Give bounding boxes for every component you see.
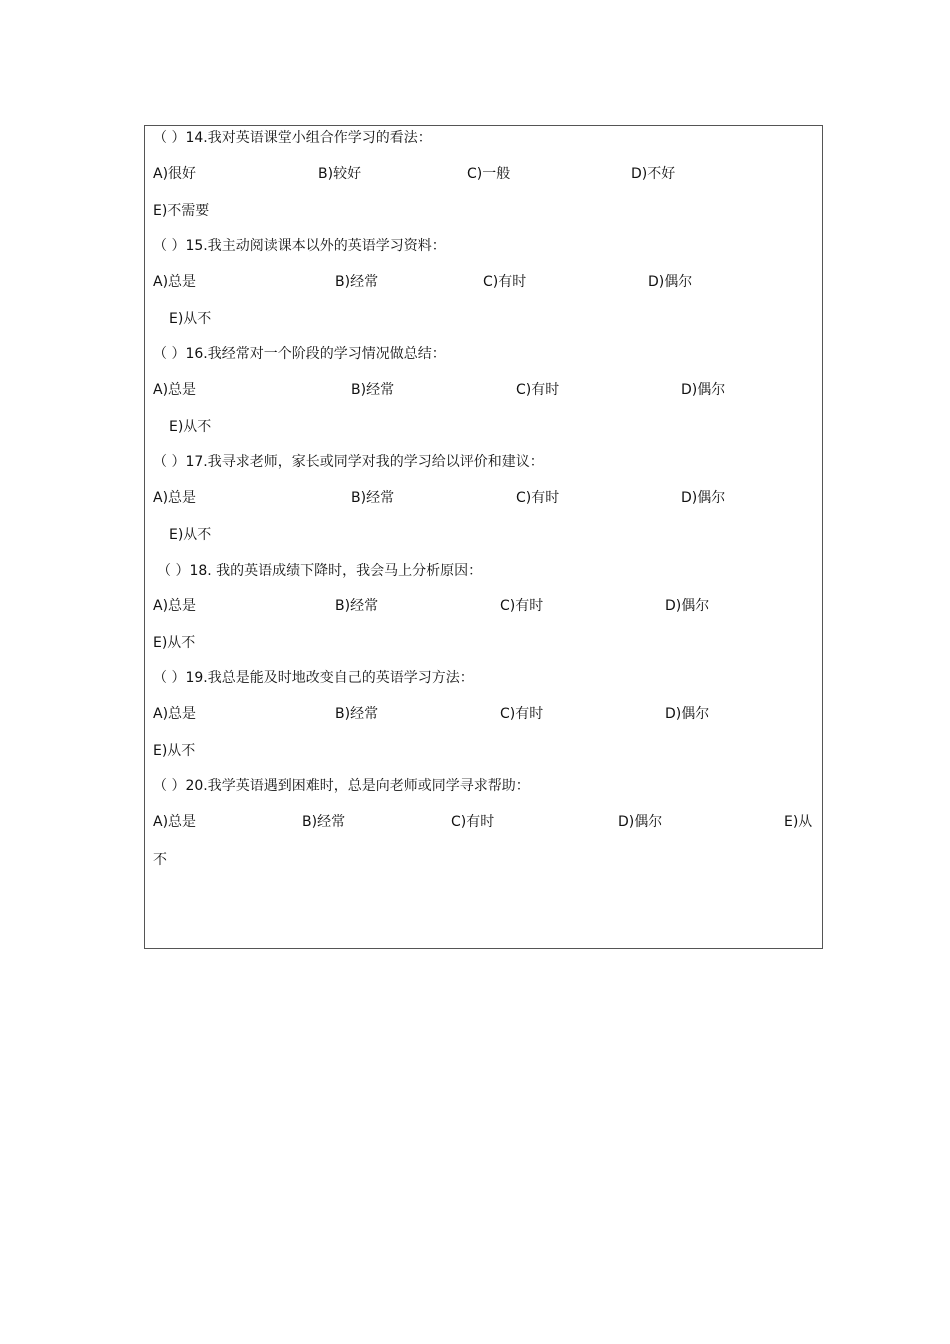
q15-option-c: C)有时 <box>483 274 527 290</box>
q15-option-a: A)总是 <box>153 274 197 290</box>
question-16-prompt: （ ）16.我经常对一个阶段的学习情况做总结： <box>153 346 446 362</box>
q20-option-e-wrap: 不 <box>153 852 167 868</box>
q18-option-e: E)从不 <box>153 635 196 651</box>
q17-option-d: D)偶尔 <box>681 490 726 506</box>
q18-option-a: A)总是 <box>153 598 197 614</box>
q17-option-c: C)有时 <box>516 490 560 506</box>
question-19-prompt: （ ）19.我总是能及时地改变自己的英语学习方法： <box>153 670 474 686</box>
q19-option-b: B)经常 <box>335 706 379 722</box>
q16-option-c: C)有时 <box>516 382 560 398</box>
q16-option-b: B)经常 <box>351 382 395 398</box>
q19-option-c: C)有时 <box>500 706 544 722</box>
q19-option-d: D)偶尔 <box>665 706 710 722</box>
q14-option-d: D)不好 <box>631 166 676 182</box>
q18-option-c: C)有时 <box>500 598 544 614</box>
q16-option-d: D)偶尔 <box>681 382 726 398</box>
q20-option-d: D)偶尔 <box>618 814 663 830</box>
q15-option-b: B)经常 <box>335 274 379 290</box>
q14-option-e: E)不需要 <box>153 203 210 219</box>
question-18-prompt: （ ）18. 我的英语成绩下降时，我会马上分析原因： <box>157 563 483 579</box>
question-20-prompt: （ ）20.我学英语遇到困难时，总是向老师或同学寻求帮助： <box>153 778 530 794</box>
q15-option-d: D)偶尔 <box>648 274 693 290</box>
q14-option-b: B)较好 <box>318 166 362 182</box>
q20-option-e: E)从 <box>784 814 813 830</box>
question-17-prompt: （ ）17.我寻求老师，家长或同学对我的学习给以评价和建议： <box>153 454 544 470</box>
q20-option-a: A)总是 <box>153 814 197 830</box>
q17-option-e: E)从不 <box>169 527 212 543</box>
question-15-prompt: （ ）15.我主动阅读课本以外的英语学习资料： <box>153 238 446 254</box>
q17-option-a: A)总是 <box>153 490 197 506</box>
q18-option-b: B)经常 <box>335 598 379 614</box>
q14-option-a: A)很好 <box>153 166 197 182</box>
q16-option-a: A)总是 <box>153 382 197 398</box>
q17-option-b: B)经常 <box>351 490 395 506</box>
q19-option-e: E)从不 <box>153 743 196 759</box>
q14-option-c: C)一般 <box>467 166 511 182</box>
q15-option-e: E)从不 <box>169 311 212 327</box>
q20-option-c: C)有时 <box>451 814 495 830</box>
q20-option-b: B)经常 <box>302 814 346 830</box>
question-14-prompt: （ ）14.我对英语课堂小组合作学习的看法： <box>153 130 432 146</box>
q18-option-d: D)偶尔 <box>665 598 710 614</box>
q19-option-a: A)总是 <box>153 706 197 722</box>
q16-option-e: E)从不 <box>169 419 212 435</box>
